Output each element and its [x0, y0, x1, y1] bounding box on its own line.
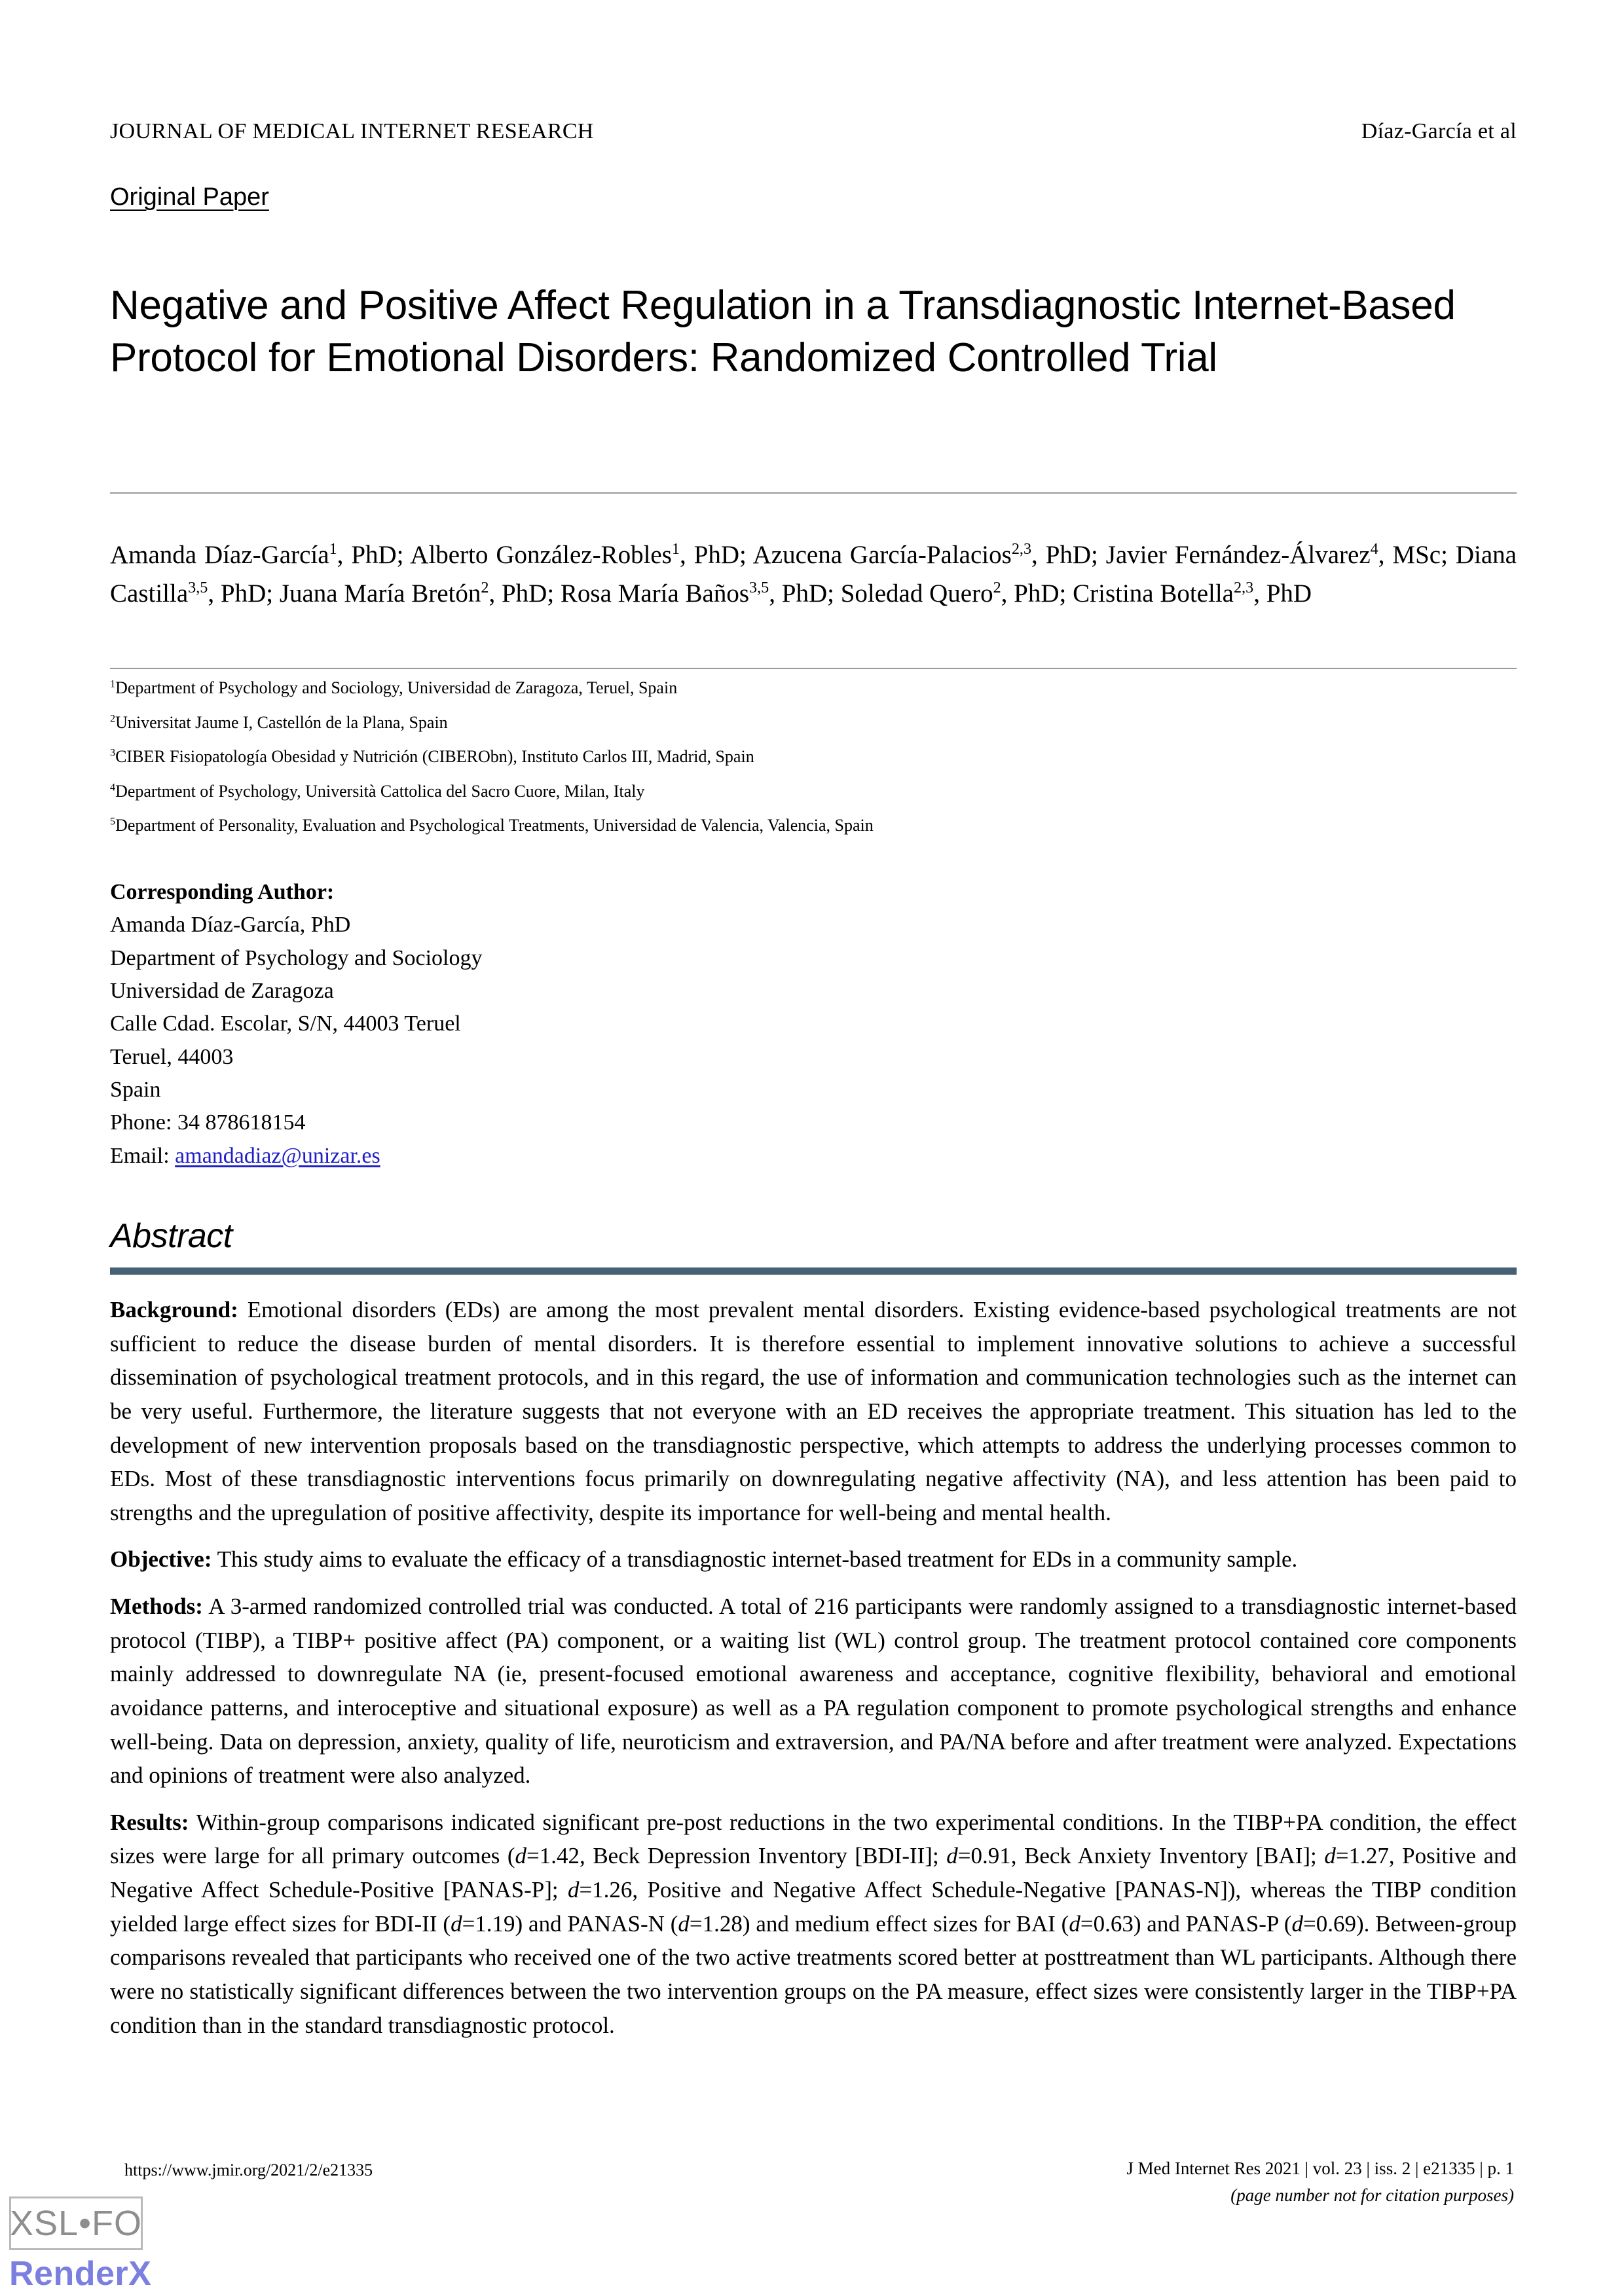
effect-size-val: =1.26, Positive and Negative Affect Schedule-Negative [PANAS-N]), whereas the TIBP condition yielded large effect sizes for BDI-II (	[110, 1877, 1517, 1937]
abstract-section-label: Results:	[110, 1809, 189, 1835]
abstract-section-label: Methods:	[110, 1594, 203, 1619]
corresponding-author-phone: Phone: 34 878618154	[110, 1110, 306, 1135]
corresponding-author-street: Calle Cdad. Escolar, S/N, 44003 Teruel	[110, 1011, 461, 1036]
footer-url[interactable]: https://www.jmir.org/2021/2/e21335	[124, 2160, 373, 2179]
xsl-fo-logo-text: XSL•FO	[10, 2204, 142, 2243]
running-head-journal: JOURNAL OF MEDICAL INTERNET RESEARCH	[110, 119, 594, 143]
effect-size-val: =1.42, Beck Depression Inventory [BDI-II];	[526, 1843, 947, 1869]
affiliation-marker: 1	[110, 678, 116, 690]
effect-size-val: =0.63) and PANAS-P (	[1080, 1910, 1292, 1937]
page-title: Negative and Positive Affect Regulation in a Transdiagnostic Internet-Based Protocol for Emotional Disorders: Randomized Controlled Trial	[110, 282, 1456, 380]
effect-size-var: d	[946, 1843, 958, 1869]
results-part1: Within-group comparisons indicated significant pre-post reductions in the two experimental conditions. In the TIBP+PA condition, the effect sizes were large for all primary outcomes (	[110, 1809, 1517, 1869]
affiliation-item	[110, 815, 1517, 837]
email-link[interactable]: amandadiaz@unizar.es	[175, 1143, 380, 1168]
effect-size-var: d	[1069, 1910, 1080, 1937]
abstract-body	[110, 1293, 1517, 2055]
abstract-section-methods	[110, 1590, 1517, 1793]
abstract-section-text: This study aims to evaluate the efficacy of a transdiagnostic internet-based treatment for EDs in a community sample.	[217, 1546, 1298, 1573]
affiliation-list	[110, 678, 1517, 850]
abstract-section-text: A 3-armed randomized controlled trial was conducted. A total of 216 participants were randomly assigned to a transdiagnostic internet-based protocol (TIBP), a TIBP+ positive affect (PA) component, or a waiting list (WL) control group. The treatment protocol contained core components mainly addressed to downregulate NA (ie, present-focused emotional awareness and acceptance, cognitive flexibility, behavioral and emotional avoidance patterns, and interoceptive and situational exposure) as well as a PA regulation component to promote psychological strengths and enhance well-being. Data on depression, anxiety, quality of life, neuroticism and extraversion, and PA/NA before and after treatment were analyzed. Expectations and opinions of treatment were also analyzed.	[110, 1594, 1517, 1789]
effect-size-val: =0.69). Between-group comparisons revealed that participants who received one of the two active treatments scored better at posttreatment than WL participants. Although there were no statistically significant differences between the two intervention groups on the PA measure, effect sizes were consistently larger in the TIBP+PA condition than in the standard transdiagnostic protocol.	[110, 1910, 1517, 2038]
affiliation-marker: 4	[110, 781, 116, 793]
corresponding-author-heading: Corresponding Author:	[110, 880, 335, 904]
corresponding-author-email-line	[110, 1140, 1027, 1173]
affiliation-item	[110, 746, 1517, 768]
footer-citation-block	[1126, 2155, 1514, 2208]
running-head	[110, 119, 1517, 144]
affiliation-marker: 5	[110, 816, 116, 828]
abstract-section-results	[110, 1806, 1517, 2042]
effect-size-var: d	[1324, 1843, 1336, 1869]
abstract-section-background	[110, 1293, 1517, 1529]
affiliation-marker: 2	[110, 712, 116, 724]
effect-size-val: =0.91, Beck Anxiety Inventory [BAI];	[957, 1843, 1325, 1869]
abstract-divider	[110, 1267, 1517, 1275]
affiliation-marker: 3	[110, 747, 116, 759]
effect-size-var: d	[451, 1910, 462, 1937]
abstract-heading: Abstract	[110, 1217, 232, 1255]
effect-size-val: =1.28) and medium effect sizes for BAI (	[689, 1910, 1069, 1937]
affiliation-item	[110, 678, 1517, 699]
effect-size-val: =1.19) and PANAS-N (	[462, 1910, 678, 1937]
effect-size-val: =1.27, Positive and Negative Affect Schedule-Positive [PANAS-P];	[110, 1843, 1517, 1903]
author-divider	[110, 668, 1517, 669]
effect-size-var: d	[567, 1877, 580, 1903]
xsl-fo-logo	[9, 2196, 143, 2250]
footer-citation: J Med Internet Res 2021 | vol. 23 | iss. 2 | e21335 | p. 1	[1126, 2159, 1514, 2178]
abstract-section-label: Objective:	[110, 1546, 212, 1573]
affiliation-text: Department of Psychology, Università Cattolica del Sacro Cuore, Milan, Italy	[115, 781, 645, 801]
abstract-section-objective	[110, 1542, 1517, 1576]
affiliation-item	[110, 781, 1517, 803]
corresponding-author-name: Amanda Díaz-García, PhD	[110, 913, 351, 938]
title-divider	[110, 492, 1517, 494]
corresponding-author-department: Department of Psychology and Sociology	[110, 945, 483, 970]
affiliation-item	[110, 712, 1517, 734]
corresponding-author-city: Teruel, 44003	[110, 1044, 234, 1069]
corresponding-author-block	[110, 876, 1027, 1173]
effect-size-var: d	[515, 1843, 527, 1869]
email-label: Email:	[110, 1143, 170, 1168]
running-head-authors: Díaz-García et al	[1361, 119, 1517, 143]
renderx-logo-text: RenderX	[9, 2255, 152, 2293]
effect-size-var: d	[678, 1910, 690, 1937]
author-list: Amanda Díaz-García$^1$, PhD; Alberto González-Robles$^1$, PhD; Azucena García-Palacios$^{2,3}$, PhD; Javier Fernández-Álvarez$^4$, MSc; Diana Castilla$^{3,5}$, PhD; Juana María Bretón$^2$, PhD; Rosa María Baños$^{3,5}$, PhD; Soledad Quero$^2$, PhD; Cristina Botella$^{2,3}$, PhD	[110, 540, 1517, 608]
footer-citation-note: (page number not for citation purposes)	[1230, 2185, 1514, 2205]
corresponding-author-country: Spain	[110, 1077, 161, 1102]
affiliation-text: CIBER Fisiopatología Obesidad y Nutrición (CIBERObn), Instituto Carlos III, Madrid, Spain	[115, 747, 754, 766]
effect-size-var: d	[1291, 1910, 1304, 1937]
affiliation-text: Universitat Jaume I, Castellón de la Plana, Spain	[115, 712, 448, 732]
abstract-section-text: Emotional disorders (EDs) are among the most prevalent mental disorders. Existing evidence-based psychological treatments are not sufficient to reduce the disease burden of mental disorders. It is therefore essential to implement innovative solutions to achieve a successful dissemination of psychological treatment protocols, and in this regard, the use of information and communication technologies such as the internet can be very useful. Furthermore, the literature suggests that not everyone with an ED receives the appropriate treatment. This situation has led to the development of new intervention proposals based on the transdiagnostic perspective, which attempts to address the underlying processes common to EDs. Most of these transdiagnostic interventions focus primarily on downregulating negative affectivity (NA), and less attention has been paid to strengths and the upregulation of positive affectivity, despite its importance for well-being and mental health.	[110, 1297, 1517, 1525]
article-type-kicker: Original Paper	[110, 183, 269, 211]
affiliation-text: Department of Personality, Evaluation and Psychological Treatments, Universidad de Valencia, Valencia, Spain	[115, 816, 874, 835]
affiliation-text: Department of Psychology and Sociology, Universidad de Zaragoza, Teruel, Spain	[115, 678, 678, 697]
abstract-section-label: Background:	[110, 1297, 238, 1322]
corresponding-author-institution: Universidad de Zaragoza	[110, 978, 334, 1003]
